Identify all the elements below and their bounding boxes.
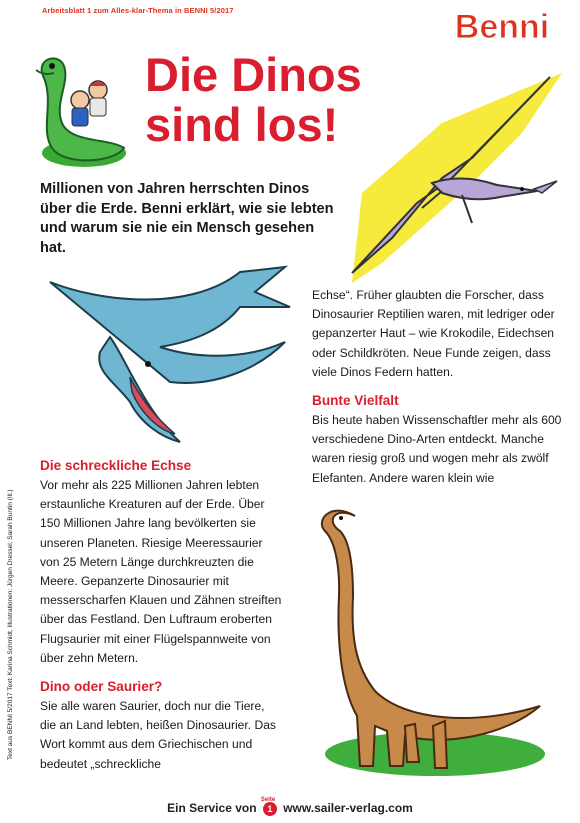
brachiosaurus-illustration bbox=[295, 496, 555, 796]
benni-logo bbox=[444, 5, 560, 47]
benni-dino-mascot-icon bbox=[14, 48, 138, 170]
section-heading-dino-oder-saurier: Dino oder Saurier? bbox=[40, 679, 163, 695]
page-badge: Seite 1 bbox=[260, 796, 276, 814]
intro-text: Millionen von Jahren herrschten Dinos über die Erde. Benni erklärt, wie sie lebten und warum sie nie ein Mensch gesehen hat. bbox=[40, 181, 334, 256]
svg-text:Benni: Benni bbox=[454, 8, 550, 46]
section-heading-bunte-vielfalt: Bunte Vielfalt bbox=[312, 393, 399, 409]
sea-reptile-illustration bbox=[40, 262, 295, 447]
section-text-dino-oder-saurier: Sie alle waren Saurier, doch nur die Tiere, die an Land lebten, heißen Dinosaurier. Das Wort kommt aus dem Griechischen und bedeutet „schreckliche bbox=[40, 699, 276, 771]
pterosaur-illustration bbox=[322, 63, 572, 293]
footer-url[interactable]: www.sailer-verlag.com bbox=[283, 801, 413, 815]
text-column-right bbox=[312, 286, 574, 488]
footer-prefix: Ein Service von bbox=[167, 801, 257, 815]
section-text-schreckliche-echse: Vor mehr als 225 Millionen Jahren lebten erstaunliche Kreaturen auf der Erde. Über 150 Millionen Jahre lang bevölkerten sie unseren Planeten. Riesige Meeressaurier von 25 Metern Länge durchkreuzten die Meere. Gepanzerte Dinosaurier mit messerscharfen Klauen und Zähnen streiften über das Festland. Den Luftraum eroberten Flugsaurier mit einer Flügelspannweite von über zehn Metern. bbox=[40, 478, 282, 665]
section-heading-schreckliche-echse: Die schreckliche Echse bbox=[40, 458, 192, 473]
text-column-left bbox=[40, 456, 282, 774]
worksheet-note: Arbeitsblatt 1 zum Alles-klar-Thema in BENNI 5/2017 bbox=[42, 6, 234, 15]
illustration-credit: Text aus BENNI 5/2017 Text: Karina Schmidt, Illustrationen: Jürgen Dressel, Sarah Buntin (Ill.) bbox=[7, 489, 14, 760]
page-title: Die Dinos sind los! bbox=[145, 48, 362, 151]
footer bbox=[0, 796, 580, 816]
section-text-bunte-vielfalt: Bis heute haben Wissenschaftler mehr als 600 verschiedene Dino-Arten entdeckt. Manche waren riesig groß und wogen mehr als zwölf Elefanten. Andere waren klein wie bbox=[312, 413, 562, 485]
continued-text: Echse“. Früher glaubten die Forscher, dass Dinosaurier Reptilien waren, mit ledriger oder gepanzerter Haut – wie Krokodile, Eidechsen oder Schildkröten. Neue Funde zeigen, dass viele Dinos Federn hatten. bbox=[312, 288, 555, 379]
